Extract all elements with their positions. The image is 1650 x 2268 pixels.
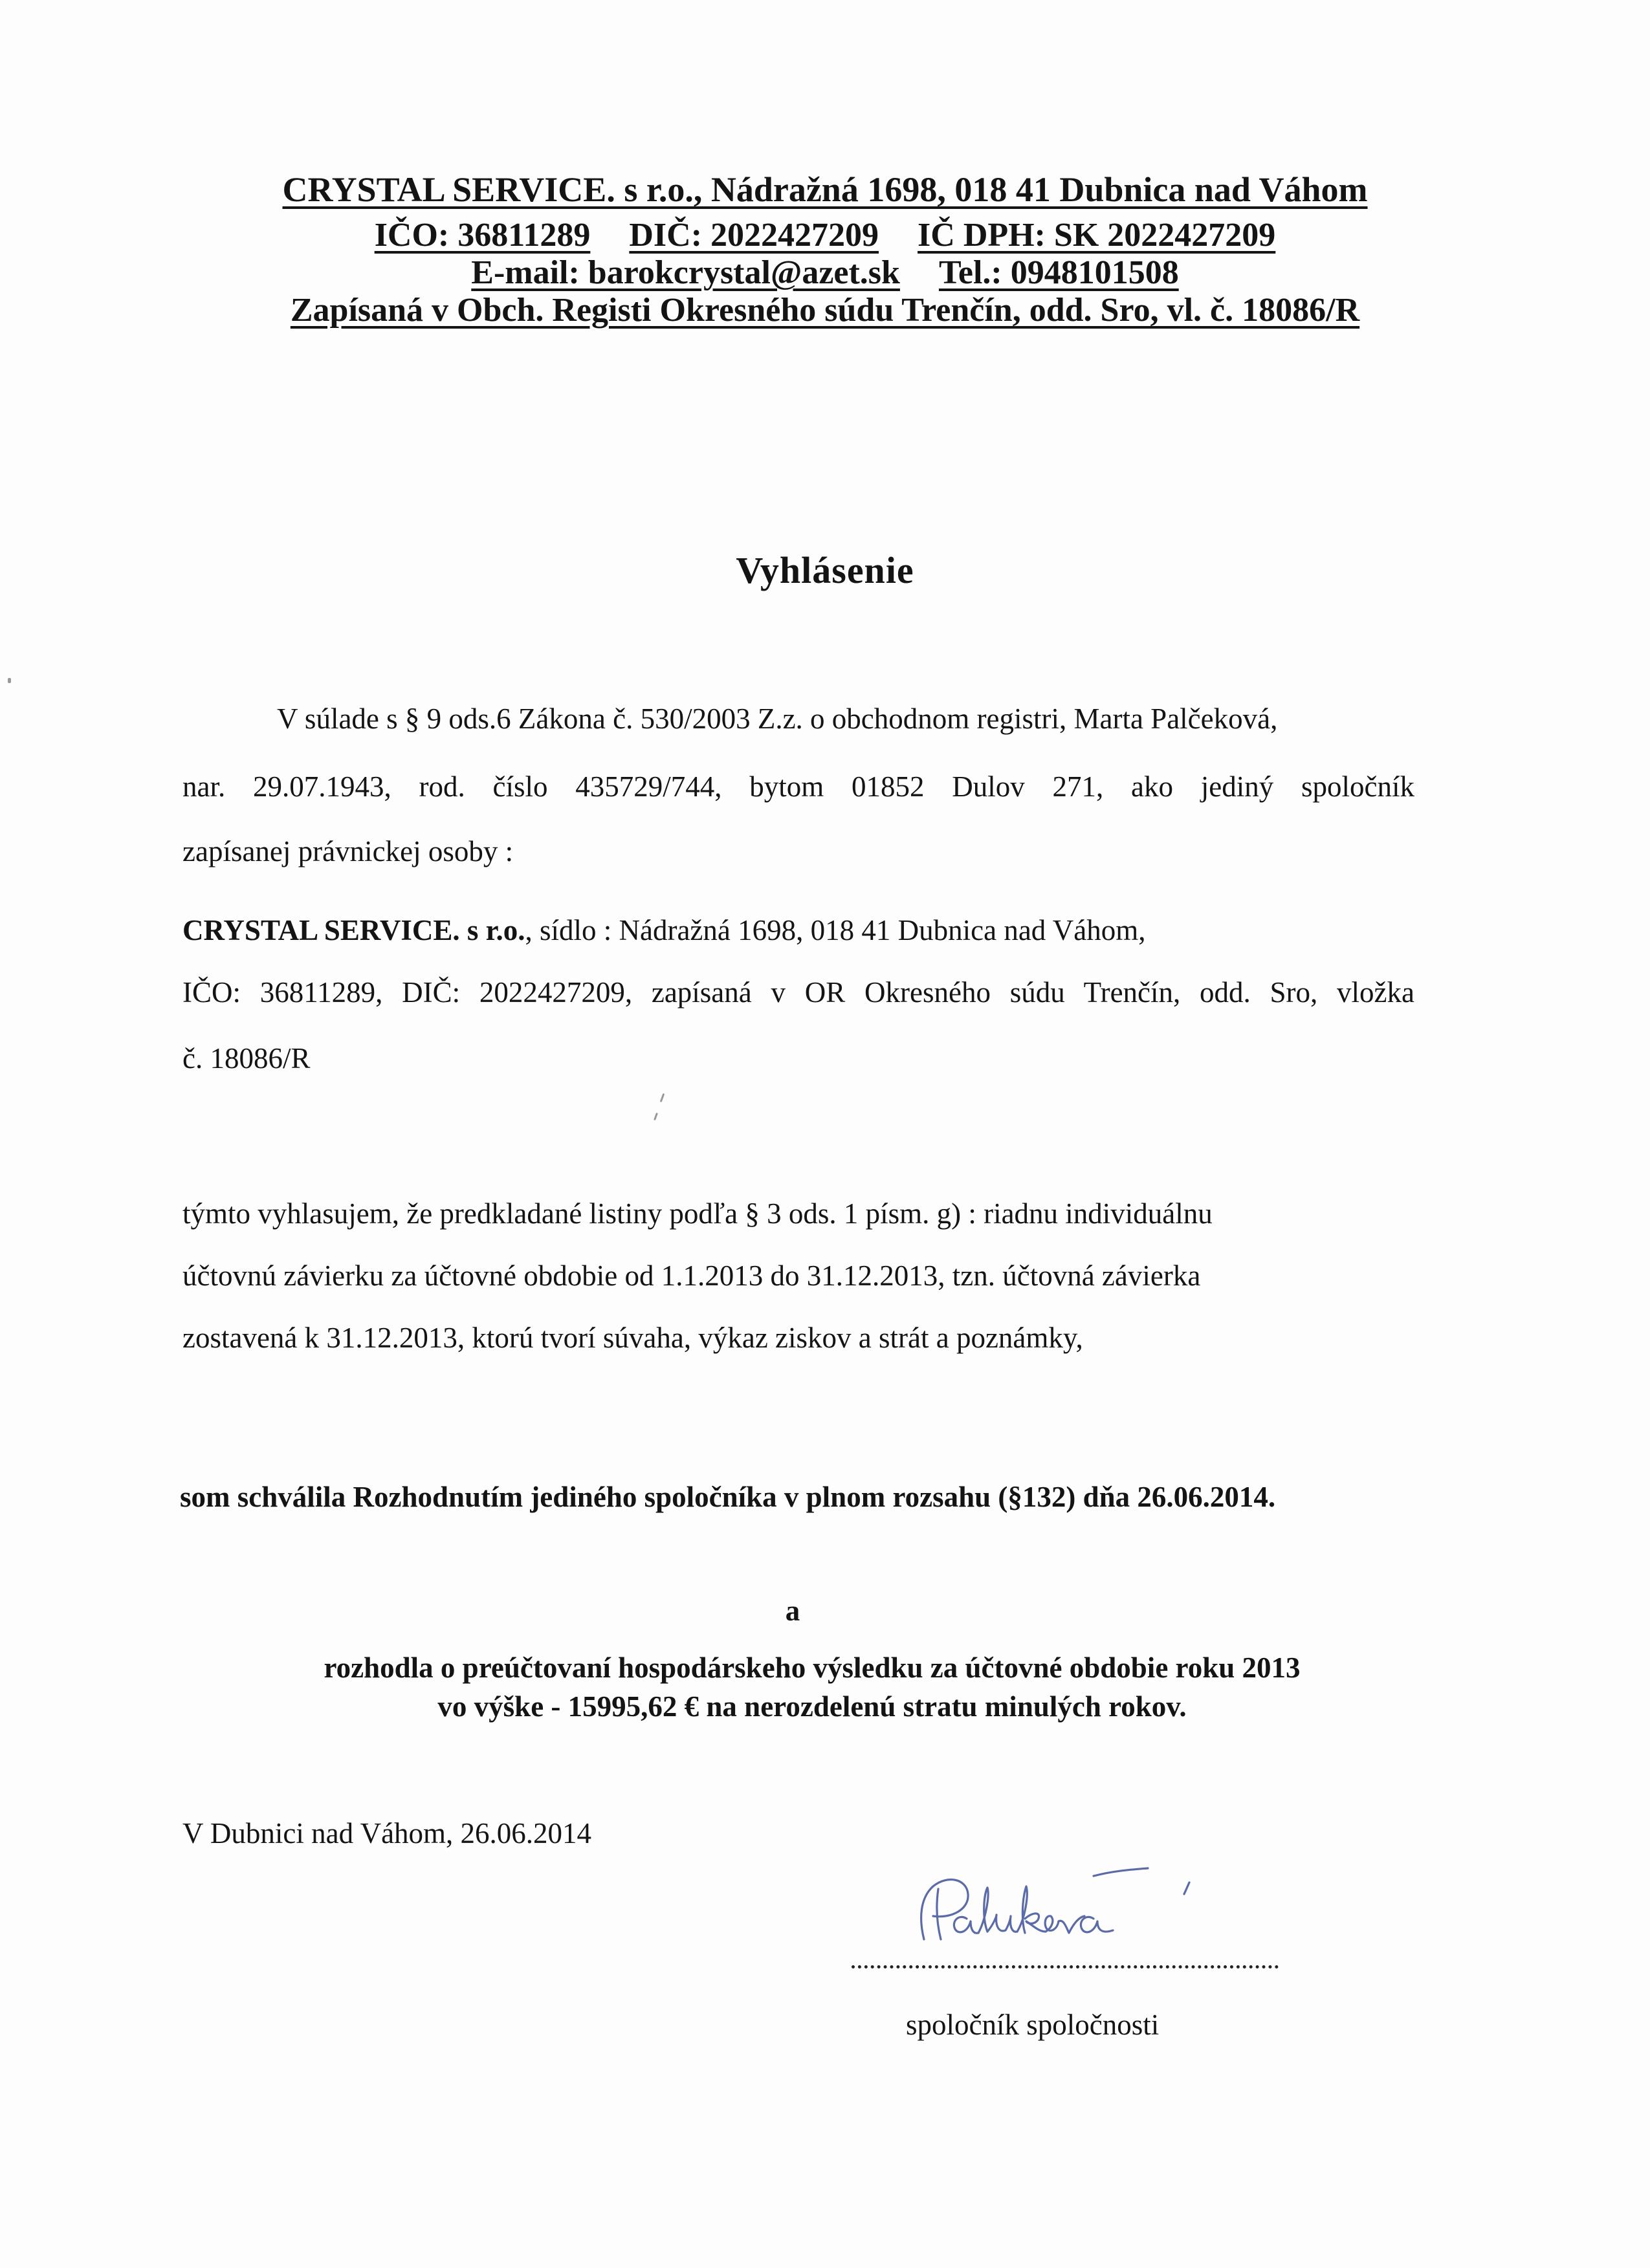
conjunction: a xyxy=(785,1595,800,1627)
letterhead-tel: Tel.: 0948101508 xyxy=(938,254,1179,291)
declaration-line-2: účtovnú závierku za účtovné obdobie od 1.1.2013 do 31.12.2013, tzn. účtovná závierka xyxy=(182,1259,1201,1292)
company-line-3: č. 18086/R xyxy=(182,1042,311,1074)
letterhead-icdph: IČ DPH: SK 2022427209 xyxy=(918,217,1276,254)
decision-line-1: rozhodla o preúčtovaní hospodárskeho výsledku za účtovné obdobie roku 2013 xyxy=(324,1652,1301,1684)
declaration-line-3: zostavená k 31.12.2013, ktorú tvorí súvaha, výkaz ziskov a strát a poznámky, xyxy=(182,1322,1083,1354)
signature-line xyxy=(852,1965,1279,1968)
scan-speck xyxy=(654,1113,658,1120)
company-seat: , sídlo : Nádražná 1698, 018 41 Dubnica nad Váhom, xyxy=(525,914,1146,946)
letterhead-ids-line xyxy=(0,216,1650,254)
letterhead-dic: DIČ: 2022427209 xyxy=(629,217,879,254)
intro-line-2: nar. 29.07.1943, rod. číslo 435729/744, bytom 01852 Dulov 271, ako jediný spoločník xyxy=(182,770,1414,803)
company-line-1 xyxy=(182,913,1145,947)
document-title: Vyhlásenie xyxy=(736,549,914,591)
scan-speck xyxy=(8,678,11,683)
company-name: CRYSTAL SERVICE. s r.o. xyxy=(182,914,525,946)
letterhead-company-line: CRYSTAL SERVICE. s r.o., Nádražná 1698, 018 41 Dubnica nad Váhom xyxy=(282,170,1368,209)
letterhead-register-line: Zapísaná v Obch. Registi Okresného súdu Trenčín, odd. Sro, vl. č. 18086/R xyxy=(290,292,1360,329)
approval-statement: som schválila Rozhodnutím jediného spoločníka v plnom rozsahu (§132) dňa 26.06.2014. xyxy=(180,1481,1276,1513)
handwritten-signature xyxy=(899,1857,1236,1960)
decision-line-2: vo výške - 15995,62 € na nerozdelenú stratu minulých rokov. xyxy=(437,1690,1187,1723)
intro-line-3: zapísanej právnickej osoby : xyxy=(182,835,514,867)
letterhead-contact-line xyxy=(0,254,1650,292)
intro-line-1: V súlade s § 9 ods.6 Zákona č. 530/2003 Z.z. o obchodnom registri, Marta Palčeková, xyxy=(277,703,1278,735)
company-line-2: IČO: 36811289, DIČ: 2022427209, zapísaná v OR Okresného súdu Trenčín, odd. Sro, vložka xyxy=(182,976,1414,1009)
declaration-line-1: týmto vyhlasujem, že predkladané listiny podľa § 3 ods. 1 písm. g) : riadnu individuálnu xyxy=(182,1197,1213,1230)
signature-caption: spoločník spoločnosti xyxy=(906,2009,1160,2041)
place-date: V Dubnici nad Váhom, 26.06.2014 xyxy=(182,1817,592,1849)
scan-speck xyxy=(660,1093,665,1102)
letterhead-email: E-mail: barokcrystal@azet.sk xyxy=(471,254,900,291)
letterhead-ico: IČO: 36811289 xyxy=(374,217,591,254)
